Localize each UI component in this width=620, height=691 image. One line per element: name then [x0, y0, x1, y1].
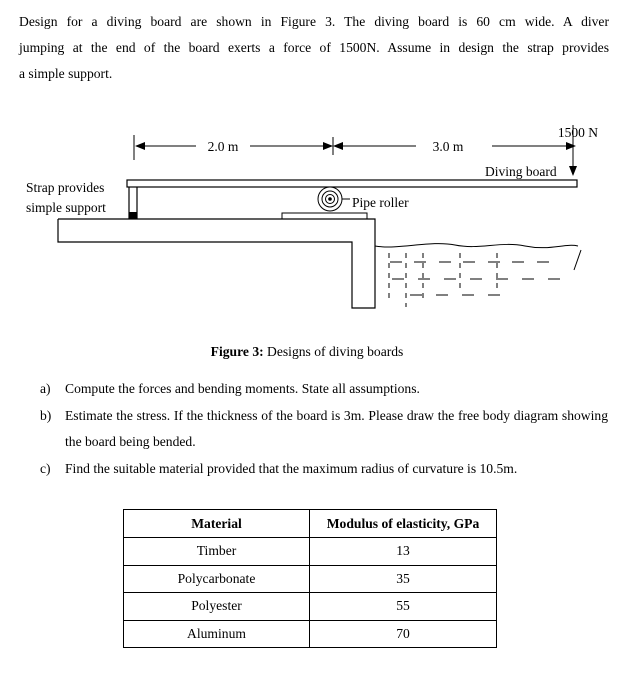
- problem-statement: [19, 9, 609, 87]
- figure-caption-number: Figure 3:: [210, 344, 264, 359]
- question-list: [40, 376, 608, 482]
- modulus-cell: 13: [310, 538, 497, 566]
- material-cell: Polyester: [124, 593, 310, 621]
- diving-board: [127, 180, 577, 187]
- question-text: Compute the forces and bending moments. State all assumptions.: [65, 381, 420, 396]
- pipe-roller-label: Pipe roller: [352, 195, 409, 210]
- material-cell: Aluminum: [124, 620, 310, 648]
- question-a: [40, 376, 608, 403]
- statement-line-2: jumping at the end of the board exerts a force of 1500N. Assume in design the strap provides: [19, 40, 609, 55]
- diving-board-figure: [0, 110, 620, 340]
- water: [375, 244, 581, 307]
- dimension-3m-label: 3.0 m: [432, 139, 464, 154]
- force-label: 1500 N: [557, 125, 598, 140]
- table-header-row: [124, 510, 497, 538]
- statement-line-1: Design for a diving board are shown in Figure 3. The diving board is 60 cm wide. A diver: [19, 14, 609, 29]
- dimension-3m: [334, 139, 575, 154]
- question-b: [40, 403, 608, 456]
- table-row: [124, 565, 497, 593]
- modulus-cell: 55: [310, 593, 497, 621]
- table-row: [124, 538, 497, 566]
- diving-board-label: Diving board: [485, 164, 557, 179]
- table-row: [124, 593, 497, 621]
- question-label: b): [40, 407, 52, 423]
- platform: [58, 219, 375, 308]
- dimension-2m-label: 2.0 m: [207, 139, 239, 154]
- strap-label-line-2: simple support: [26, 200, 106, 215]
- question-text: Estimate the stress. If the thickness of the board is 3m. Please draw the free body diagram showing the board being bended.: [65, 407, 608, 449]
- question-label: a): [40, 381, 51, 396]
- force-arrow: [558, 125, 598, 175]
- figure-caption-text: Designs of diving boards: [263, 344, 404, 359]
- materials-table: [123, 509, 497, 648]
- table-row: [124, 620, 497, 648]
- question-label: c): [40, 460, 51, 476]
- strap-label-line-1: Strap provides: [26, 180, 105, 195]
- header-modulus: Modulus of elasticity, GPa: [310, 510, 497, 538]
- figure-caption: [0, 344, 620, 360]
- question-c: [40, 456, 608, 483]
- strap-support: [129, 187, 137, 219]
- statement-line-3: a simple support.: [19, 66, 113, 81]
- header-material: Material: [124, 510, 310, 538]
- modulus-cell: 35: [310, 565, 497, 593]
- material-cell: Timber: [124, 538, 310, 566]
- material-cell: Polycarbonate: [124, 565, 310, 593]
- dimension-2m: [134, 135, 332, 160]
- modulus-cell: 70: [310, 620, 497, 648]
- question-text: Find the suitable material provided that the maximum radius of curvature is 10.5m.: [65, 460, 518, 476]
